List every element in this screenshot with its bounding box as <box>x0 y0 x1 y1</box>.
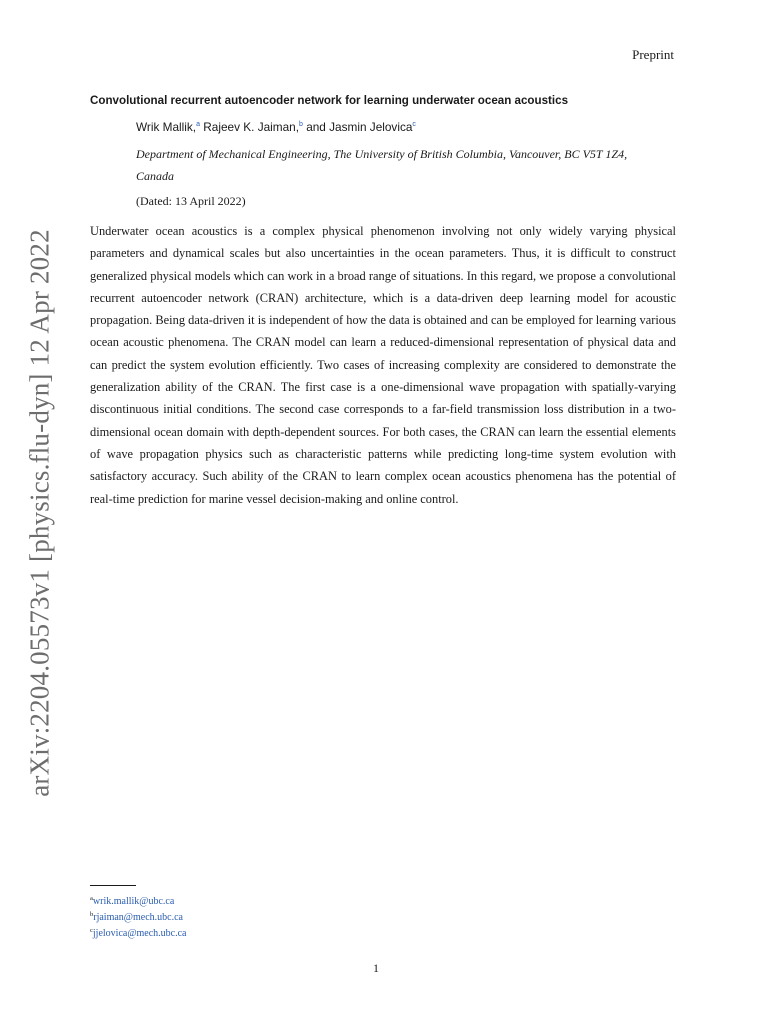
author-mark: b <box>299 121 303 128</box>
arxiv-stamp: arXiv:2204.05573v1 [physics.flu-dyn] 12 Apr 2022 <box>24 229 55 797</box>
abstract: Underwater ocean acoustics is a complex physical phenomenon involving not only widely varying physical parameters and dynamical scales but also uncertainties in the ocean parameters. Thus, it is difficult to construct generalized physical models which can work in a broad range of situations. In this regard, we propose a convolutional recurrent autoencoder network (CRAN) architecture, which is a data-driven deep learning model for acoustic propagation. Being data-driven it is independent of how the data is obtained and can be employed for learning various ocean acoustic phenomena. The CRAN model can learn a reduced-dimensional representation of physical data and can predict the system evolution efficiently. Two cases of increasing complexity are considered to demonstrate the generalization ability of the CRAN. The first case is a one-dimensional wave propagation with spatially-varying discontinuous initial conditions. The second case corresponds to a far-field transmission loss distribution in a two-dimensional ocean domain with depth-dependent sources. For both cases, the CRAN can learn the essential elements of wave propagation physics such as characteristic patterns while predicting long-time system evolution with satisfactory accuracy. Such ability of the CRAN to learn complex ocean acoustics phenomena has the potential of real-time prediction for marine vessel decision-making and online control. <box>90 224 676 506</box>
footnote <box>90 924 187 940</box>
footnote-mark: c <box>90 927 93 934</box>
author-name: Wrik Mallik, <box>136 120 197 134</box>
dated-line: (Dated: 13 April 2022) <box>136 194 246 208</box>
footnote-mark: a <box>90 895 93 902</box>
email-link[interactable]: wrik.mallik@ubc.ca <box>92 896 175 907</box>
email-link[interactable]: rjaiman@mech.ubc.ca <box>93 912 183 923</box>
footnote <box>90 892 187 908</box>
author-mark: a <box>196 121 200 128</box>
footnote <box>90 908 187 924</box>
footnote-rule <box>90 885 136 886</box>
email-link[interactable]: jjelovica@mech.ubc.ca <box>92 928 187 939</box>
footnotes <box>90 892 187 940</box>
author-list <box>136 120 416 134</box>
affiliation: Department of Mechanical Engineering, The University of British Columbia, Vancouver, BC V5T 1Z4, Canada <box>136 147 628 183</box>
preprint-label: Preprint <box>632 47 674 62</box>
paper-title: Convolutional recurrent autoencoder network for learning underwater ocean acoustics <box>90 94 569 107</box>
author-name: and Jasmin Jelovica <box>306 120 413 134</box>
author-name: Rajeev K. Jaiman, <box>203 120 299 134</box>
author-mark: c <box>412 121 416 128</box>
page-number: 1 <box>373 961 379 975</box>
footnote-mark: b <box>90 911 94 918</box>
